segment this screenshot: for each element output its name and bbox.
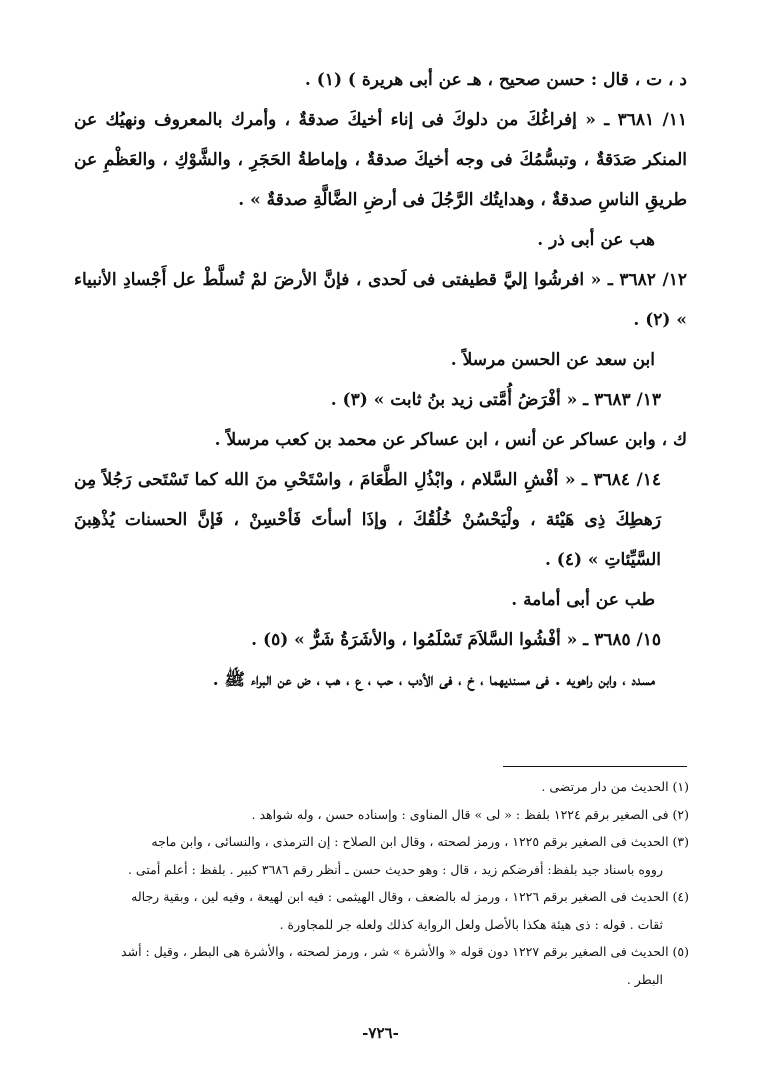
source-3684: طب عن أبى أمامة . xyxy=(511,590,655,610)
footnote-3: (٣) الحديث فى الصغير برقم ١٢٢٥ ، ورمز لصحته ، وقال ابن الصلاح : إن الترمذى ، والنسائى ، وابن ماجه xyxy=(151,834,689,849)
footnote-4-continued: ثقات . قوله : ذى هيئة هكذا بالأصل ولعل الرواية كذلك ولعله جر للمجاورة . xyxy=(279,916,663,932)
footnote-1: (١) الحديث من دار مرتضى . xyxy=(541,779,689,794)
footnote-5-continued: البطر . xyxy=(626,971,663,987)
main-text xyxy=(74,60,687,700)
hadith-3684: ١٤/ ٣٦٨٤ ـ « أفْشِ السَّلام ، وابْذُلِ الطَّعَامَ ، واسْتَحْىِ منَ الله كما تَسْتَحى رَجُلاً مِن رَهطِكَ ذِى هَيْئة ، ولْيَحْسُنْ خُلُقُكَ ، وإذَا أسأتَ فَأحْسِنْ ، فَإنَّ الحسنات يُذْهِبنَ السَّيِّئاتِ » (٤) . xyxy=(74,470,661,570)
source-3682: ابن سعد عن الحسن مرسلاً . xyxy=(450,350,655,370)
source-3681: هب عن أبى ذر . xyxy=(537,230,655,250)
footnote-3-continued: رووه باسناد جيد بلفظ: أفرضكم زيد ، قال : وهو حديث حسن ـ أنظر رقم ٣٦٨٦ كبير . بلفظ : أعلم أمتى . xyxy=(127,861,663,877)
page-number: -٧٢٦- xyxy=(362,1024,399,1042)
hadith-3685: ١٥/ ٣٦٨٥ ـ « أفْشُوا السَّلاَمَ تَسْلَمُوا ، والأشَرَةُ شَرٌّ » (٥) . xyxy=(251,630,661,650)
footnote-4: (٤) الحديث فى الصغير برقم ١٢٢٦ ، ورمز له بالضعف ، وقال الهيثمى : فيه ابن لهيعة ، وفيه لين ، وبقية رجاله xyxy=(131,889,689,904)
intro-attribution: د ، ت ، قال : حسن صحيح ، هـ عن أبى هريرة ) (١) . xyxy=(304,70,687,90)
footnote-2: (٢) فى الصغير برقم ١٢٢٤ بلفظ : « لى » قال المناوى : وإسناده حسن ، وله شواهد . xyxy=(251,806,689,822)
source-3683: ك ، وابن عساكر عن أنس ، ابن عساكر عن محمد بن كعب مرسلاً . xyxy=(214,430,687,450)
hadith-3683: ١٣/ ٣٦٨٣ ـ « أفْرَضُ أُمَّتى زيد بنُ ثابت » (٣) . xyxy=(330,390,661,410)
footnote-divider xyxy=(503,766,687,767)
footnote-5: (٥) الحديث فى الصغير برقم ١٢٢٧ دون قوله « والأشرة » شر ، ورمز لصحته ، والأشرة هى البطر ، وقيل : أشد xyxy=(121,944,689,959)
footnotes xyxy=(72,773,689,993)
source-3685: مسدد ، وابن راهويه . فى مسنديهما ، خ ، فى الأدب ، حب ، ع ، هب ، ض عن البراء ﷺ . xyxy=(212,670,655,690)
hadith-3681: ١١/ ٣٦٨١ ـ « إفراغُكَ من دلوكَ فى إناء أخيكَ صدقةٌ ، وأمرك بالمعروف ونهيُك عن المنكر صَدَقةٌ ، وتبسُّمُكَ فى وجه أخيكَ صدقةٌ ، وإماطةُ الحَجَرِ ، والشَّوْكِ ، والعَظْمِ عن طريقِ الناسِ صدقةٌ ، وهدايتُك الرَّجُلَ فى أرضِ الضَّالَّةِ صدقةٌ » . xyxy=(74,110,687,210)
hadith-3682: ١٢/ ٣٦٨٢ ـ « افرشُوا إليَّ قطيفتى فى لَحدى ، فإنَّ الأرضَ لمْ تُسلَّطْ عل أَجْسادِ الأنبياء » (٢) . xyxy=(74,270,687,330)
